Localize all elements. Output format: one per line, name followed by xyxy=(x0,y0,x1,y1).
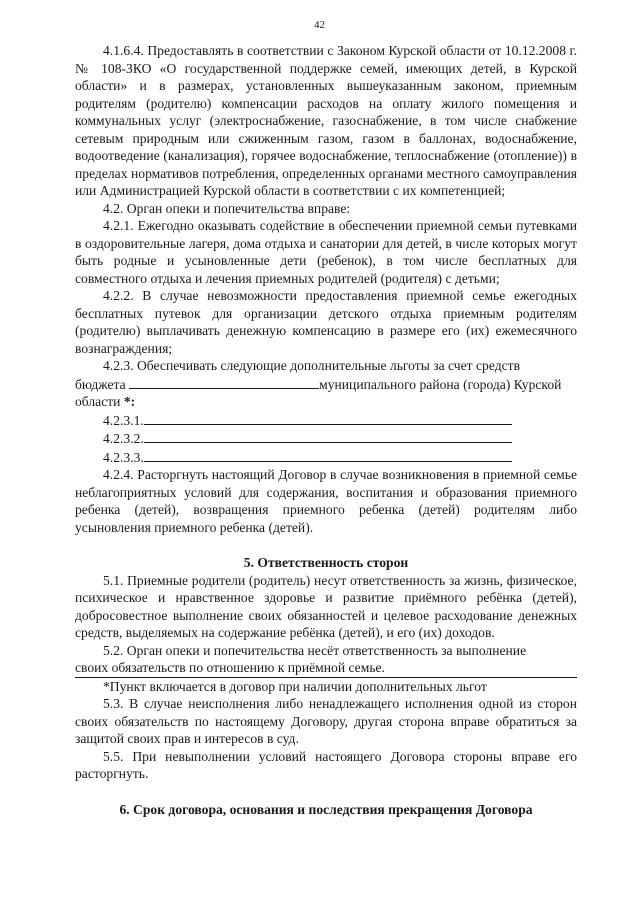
paragraph-5-3: 5.3. В случае неисполнения либо ненадлежащего исполнения одной из сторон своих обязательств по настоящему Договору, другая сторона вправе обратиться за защитой своих прав и интересов в суд. xyxy=(75,696,577,746)
list-item-number: 4.2.3.2. xyxy=(103,431,144,446)
footnote-marker: *: xyxy=(123,394,136,409)
budget-tail: муниципального района (города) Курской xyxy=(319,376,562,392)
paragraph-4-2-3-head: 4.2.3. Обеспечивать следующие дополнительные льготы за счет средств xyxy=(103,358,521,373)
paragraph-5-1: 5.1. Приемные родители (родитель) несут ответственность за жизнь, физическое, психическое и нравственное здоровье и развитие приёмного ребёнка (детей), добросовестное выполнение своих обязанностей и целевое расходование денежных средств, выделяемых на содержание ребёнка (детей), и его (их) доходов. xyxy=(75,572,577,640)
section-6-title: 6. Срок договора, основания и последствия прекращения Договора xyxy=(119,801,533,817)
section-5-title: 5. Ответственность сторон xyxy=(243,555,409,570)
paragraph-4-2-3-region-line xyxy=(75,393,577,411)
paragraph-4-2-4: 4.2.4. Расторгнуть настоящий Договор в случае возникновения в приемной семье неблагоприятных условий для содержания, воспитания и образования приемного ребенка (детей), возвращения приемного ребенка (детей) родителям либо усыновления приемного ребенка (детей). xyxy=(75,467,577,535)
paragraph-4-2: 4.2. Орган опеки и попечительства вправе: xyxy=(103,200,351,216)
list-item-4-2-3-3 xyxy=(75,448,577,467)
paragraph-4-2-1: 4.2.1. Ежегодно оказывать содействие в обеспечении приемной семьи путевками в оздоровительные лагеря, дома отдыха и санатории для детей, в числе которых могут быть родные и усыновленные дети (ребенок), в том числе бесплатных для совместного отдыха и лечения приемных родителей (родителя) с детьми; xyxy=(75,218,577,286)
document-body xyxy=(75,42,577,818)
region-word: области xyxy=(75,394,121,409)
list-item-number: 4.2.3.1. xyxy=(103,412,144,428)
page-number: 42 xyxy=(314,19,325,31)
paragraph-5-2-a: 5.2. Орган опеки и попечительства несёт ответственность за выполнение xyxy=(103,642,527,658)
budget-blank xyxy=(129,375,319,389)
paragraph-4-2-2: 4.2.2. В случае невозможности предоставления приемной семье ежегодных бесплатных путевок для организации детского отдыха приемным родителям (родителю) выплачивать денежную компенсацию в размере его (их) ежемесячного вознаграждения; xyxy=(75,288,577,356)
fill-in-blank xyxy=(144,429,512,443)
list-item-4-2-3-2 xyxy=(75,429,577,448)
fill-in-blank xyxy=(144,448,512,462)
list-item-number: 4.2.3.3. xyxy=(103,449,144,465)
fill-in-blank xyxy=(144,411,512,425)
list-item-4-2-3-1 xyxy=(75,411,577,430)
footnote: *Пункт включается в договор при наличии дополнительных льгот xyxy=(103,678,487,694)
budget-word: бюджета xyxy=(75,376,126,392)
paragraph-5-2-b: своих обязательств по отношению к приёмной семье. xyxy=(75,660,385,675)
paragraph-4-1-6-4: 4.1.6.4. Предоставлять в соответствии с Законом Курской области от 10.12.2008 г. № 108-ЗКО «О государственной поддержке семей, имеющих детей, в Курской области» и в размерах, установленных вышеуказанным законом, приемным родителям (родителю) компенсации расходов на оплату жилого помещения и коммунальных услуг (электроснабжение, газоснабжение, в том числе снабжение сетевым природным или сжиженным газом, газом в баллонах, водоснабжение, водоотведение (канализация), горячее водоснабжение, теплоснабжение (отопление)) в пределах нормативов потребления, определенных органами местного самоуправления или Администрацией Курской области в соответствии с их компетенцией; xyxy=(75,43,577,198)
paragraph-4-2-3-budget-line xyxy=(75,375,577,394)
paragraph-5-5: 5.5. При невыполнении условий настоящего Договора стороны вправе его расторгнуть. xyxy=(75,748,577,781)
